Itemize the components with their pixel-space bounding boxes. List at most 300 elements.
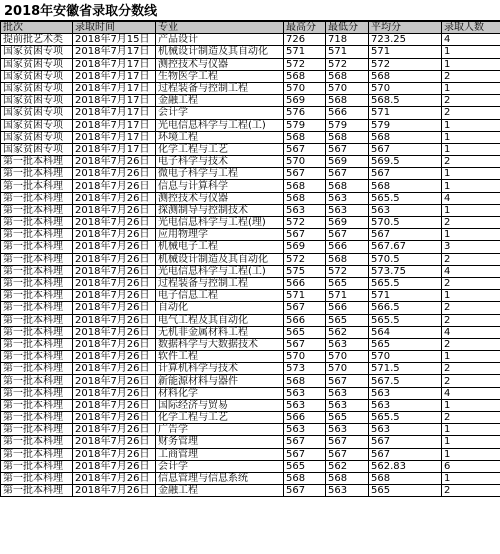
cell-min: 567 <box>326 436 369 448</box>
cell-avg: 565 <box>369 485 442 497</box>
cell-count: 2 <box>442 70 500 82</box>
table-row <box>1 485 500 497</box>
cell-major: 机械设计制造及其自动化 <box>156 253 284 265</box>
table-row <box>1 363 500 375</box>
cell-max: 566 <box>284 412 326 424</box>
cell-batch: 第一批本科理 <box>1 241 73 253</box>
cell-min: 563 <box>326 387 369 399</box>
cell-time: 2018年7月26日 <box>73 472 156 484</box>
cell-avg: 563 <box>369 204 442 216</box>
cell-major: 工商管理 <box>156 448 284 460</box>
cell-time: 2018年7月26日 <box>73 204 156 216</box>
cell-major: 国际经济与贸易 <box>156 399 284 411</box>
cell-batch: 国家贫困专项 <box>1 58 73 70</box>
cell-batch: 第一批本科理 <box>1 168 73 180</box>
header-cell-batch: 批次 <box>1 22 73 34</box>
cell-min: 566 <box>326 302 369 314</box>
cell-max: 567 <box>284 436 326 448</box>
cell-min: 563 <box>326 424 369 436</box>
cell-max: 563 <box>284 204 326 216</box>
cell-time: 2018年7月17日 <box>73 143 156 155</box>
cell-major: 材料化学 <box>156 387 284 399</box>
cell-avg: 565.5 <box>369 314 442 326</box>
cell-count: 1 <box>442 399 500 411</box>
cell-min: 562 <box>326 460 369 472</box>
cell-min: 571 <box>326 46 369 58</box>
cell-time: 2018年7月26日 <box>73 314 156 326</box>
header-row <box>1 22 500 34</box>
cell-max: 567 <box>284 168 326 180</box>
cell-min: 570 <box>326 82 369 94</box>
cell-time: 2018年7月26日 <box>73 192 156 204</box>
cell-max: 569 <box>284 241 326 253</box>
cell-major: 化学工程与工艺 <box>156 412 284 424</box>
cell-major: 生物医学工程 <box>156 70 284 82</box>
cell-avg: 570.5 <box>369 217 442 229</box>
cell-avg: 573.75 <box>369 265 442 277</box>
cell-count: 1 <box>442 204 500 216</box>
cell-avg: 571.5 <box>369 363 442 375</box>
cell-time: 2018年7月26日 <box>73 180 156 192</box>
cell-max: 572 <box>284 253 326 265</box>
header-cell-min: 最低分 <box>326 22 369 34</box>
cell-major: 光电信息科学与工程(工) <box>156 265 284 277</box>
header-cell-major: 专业 <box>156 22 284 34</box>
cell-avg: 568 <box>369 472 442 484</box>
cell-min: 563 <box>326 192 369 204</box>
cell-avg: 567 <box>369 229 442 241</box>
cell-time: 2018年7月17日 <box>73 131 156 143</box>
cell-min: 562 <box>326 326 369 338</box>
table-row <box>1 70 500 82</box>
cell-batch: 国家贫困专项 <box>1 82 73 94</box>
cell-time: 2018年7月26日 <box>73 485 156 497</box>
cell-avg: 570 <box>369 351 442 363</box>
cell-avg: 570 <box>369 82 442 94</box>
table-row <box>1 302 500 314</box>
cell-major: 电子科学与技术 <box>156 156 284 168</box>
cell-major: 测控技术与仪器 <box>156 58 284 70</box>
table-row <box>1 180 500 192</box>
cell-batch: 第一批本科理 <box>1 460 73 472</box>
table-row <box>1 412 500 424</box>
cell-time: 2018年7月26日 <box>73 326 156 338</box>
cell-avg: 563 <box>369 399 442 411</box>
cell-avg: 565 <box>369 338 442 350</box>
cell-count: 1 <box>442 448 500 460</box>
cell-time: 2018年7月17日 <box>73 95 156 107</box>
cell-min: 565 <box>326 277 369 289</box>
cell-time: 2018年7月26日 <box>73 460 156 472</box>
cell-avg: 565.5 <box>369 192 442 204</box>
cell-max: 569 <box>284 95 326 107</box>
table-row <box>1 460 500 472</box>
cell-count: 1 <box>442 58 500 70</box>
cell-max: 568 <box>284 375 326 387</box>
cell-max: 563 <box>284 424 326 436</box>
table-row <box>1 192 500 204</box>
cell-avg: 579 <box>369 119 442 131</box>
cell-batch: 国家贫困专项 <box>1 143 73 155</box>
cell-max: 566 <box>284 277 326 289</box>
cell-batch: 第一批本科理 <box>1 472 73 484</box>
cell-min: 568 <box>326 70 369 82</box>
cell-avg: 565.5 <box>369 412 442 424</box>
cell-max: 567 <box>284 338 326 350</box>
cell-time: 2018年7月26日 <box>73 290 156 302</box>
cell-max: 570 <box>284 351 326 363</box>
cell-time: 2018年7月26日 <box>73 412 156 424</box>
table-row <box>1 351 500 363</box>
cell-major: 广告学 <box>156 424 284 436</box>
cell-major: 探测制导与控制技术 <box>156 204 284 216</box>
cell-batch: 第一批本科理 <box>1 253 73 265</box>
table-row <box>1 326 500 338</box>
cell-major: 金融工程 <box>156 485 284 497</box>
cell-time: 2018年7月26日 <box>73 436 156 448</box>
cell-batch: 第一批本科理 <box>1 217 73 229</box>
cell-count: 4 <box>442 326 500 338</box>
cell-major: 化学工程与工艺 <box>156 143 284 155</box>
cell-min: 565 <box>326 412 369 424</box>
cell-min: 563 <box>326 485 369 497</box>
cell-batch: 第一批本科理 <box>1 326 73 338</box>
cell-min: 563 <box>326 399 369 411</box>
cell-batch: 第一批本科理 <box>1 412 73 424</box>
cell-avg: 568 <box>369 180 442 192</box>
cell-time: 2018年7月17日 <box>73 82 156 94</box>
cell-time: 2018年7月26日 <box>73 363 156 375</box>
cell-count: 2 <box>442 277 500 289</box>
cell-max: 567 <box>284 229 326 241</box>
cell-count: 1 <box>442 351 500 363</box>
table-row <box>1 119 500 131</box>
cell-max: 563 <box>284 399 326 411</box>
cell-time: 2018年7月26日 <box>73 338 156 350</box>
cell-avg: 571 <box>369 107 442 119</box>
cell-time: 2018年7月17日 <box>73 70 156 82</box>
cell-count: 4 <box>442 192 500 204</box>
cell-min: 571 <box>326 290 369 302</box>
cell-count: 4 <box>442 265 500 277</box>
table-row <box>1 399 500 411</box>
cell-batch: 第一批本科理 <box>1 424 73 436</box>
cell-min: 569 <box>326 156 369 168</box>
cell-count: 2 <box>442 217 500 229</box>
cell-time: 2018年7月26日 <box>73 229 156 241</box>
cell-max: 565 <box>284 326 326 338</box>
cell-max: 568 <box>284 180 326 192</box>
cell-count: 2 <box>442 363 500 375</box>
cell-major: 应用物理学 <box>156 229 284 241</box>
cell-major: 机械电子工程 <box>156 241 284 253</box>
cell-min: 566 <box>326 107 369 119</box>
cell-avg: 564 <box>369 326 442 338</box>
cell-max: 572 <box>284 217 326 229</box>
cell-max: 579 <box>284 119 326 131</box>
cell-avg: 571 <box>369 46 442 58</box>
table-row <box>1 241 500 253</box>
cell-max: 573 <box>284 363 326 375</box>
cell-time: 2018年7月26日 <box>73 217 156 229</box>
cell-min: 567 <box>326 143 369 155</box>
cell-time: 2018年7月26日 <box>73 448 156 460</box>
cell-count: 1 <box>442 46 500 58</box>
cell-max: 568 <box>284 472 326 484</box>
cell-avg: 567 <box>369 143 442 155</box>
cell-batch: 第一批本科理 <box>1 375 73 387</box>
cell-max: 571 <box>284 290 326 302</box>
cell-time: 2018年7月17日 <box>73 119 156 131</box>
cell-min: 569 <box>326 217 369 229</box>
cell-count: 1 <box>442 143 500 155</box>
cell-min: 566 <box>326 241 369 253</box>
table-row <box>1 253 500 265</box>
cell-avg: 723.25 <box>369 34 442 46</box>
cell-count: 2 <box>442 253 500 265</box>
cell-count: 2 <box>442 95 500 107</box>
cell-avg: 565.5 <box>369 277 442 289</box>
cell-min: 567 <box>326 448 369 460</box>
cell-max: 570 <box>284 82 326 94</box>
table-row <box>1 424 500 436</box>
table-row <box>1 95 500 107</box>
cell-major: 过程装备与控制工程 <box>156 277 284 289</box>
table-row <box>1 472 500 484</box>
table-row <box>1 448 500 460</box>
cell-avg: 567 <box>369 436 442 448</box>
cell-min: 568 <box>326 253 369 265</box>
cell-max: 571 <box>284 46 326 58</box>
cell-max: 575 <box>284 265 326 277</box>
cell-avg: 572 <box>369 58 442 70</box>
cell-time: 2018年7月26日 <box>73 253 156 265</box>
cell-major: 光电信息科学与工程(理) <box>156 217 284 229</box>
cell-major: 电气工程及其自动化 <box>156 314 284 326</box>
cell-count: 3 <box>442 241 500 253</box>
table-row <box>1 204 500 216</box>
cell-count: 4 <box>442 34 500 46</box>
cell-major: 软件工程 <box>156 351 284 363</box>
cell-max: 567 <box>284 302 326 314</box>
cell-major: 金融工程 <box>156 95 284 107</box>
cell-major: 信息与计算科学 <box>156 180 284 192</box>
cell-time: 2018年7月26日 <box>73 241 156 253</box>
cell-max: 568 <box>284 192 326 204</box>
table-row <box>1 156 500 168</box>
table-row <box>1 436 500 448</box>
cell-batch: 第一批本科理 <box>1 436 73 448</box>
cell-batch: 国家贫困专项 <box>1 70 73 82</box>
cell-time: 2018年7月26日 <box>73 375 156 387</box>
cell-major: 新能源材料与器件 <box>156 375 284 387</box>
cell-min: 568 <box>326 95 369 107</box>
cell-batch: 第一批本科理 <box>1 192 73 204</box>
cell-batch: 国家贫困专项 <box>1 119 73 131</box>
header-cell-count: 录取人数 <box>442 22 500 34</box>
cell-major: 财务管理 <box>156 436 284 448</box>
cell-major: 数据科学与大数据技术 <box>156 338 284 350</box>
cell-count: 2 <box>442 302 500 314</box>
cell-time: 2018年7月26日 <box>73 168 156 180</box>
cell-min: 570 <box>326 363 369 375</box>
cell-count: 2 <box>442 107 500 119</box>
cell-major: 会计学 <box>156 460 284 472</box>
cell-count: 2 <box>442 375 500 387</box>
cell-min: 563 <box>326 338 369 350</box>
cell-max: 576 <box>284 107 326 119</box>
cell-time: 2018年7月26日 <box>73 277 156 289</box>
cell-count: 1 <box>442 180 500 192</box>
cell-avg: 567 <box>369 448 442 460</box>
cell-count: 1 <box>442 436 500 448</box>
cell-count: 1 <box>442 168 500 180</box>
cell-avg: 568.5 <box>369 95 442 107</box>
cell-major: 自动化 <box>156 302 284 314</box>
cell-major: 过程装备与控制工程 <box>156 82 284 94</box>
cell-major: 机械设计制造及其自动化 <box>156 46 284 58</box>
table-row <box>1 58 500 70</box>
cell-batch: 第一批本科理 <box>1 399 73 411</box>
cell-batch: 国家贫困专项 <box>1 95 73 107</box>
cell-max: 568 <box>284 70 326 82</box>
cell-time: 2018年7月17日 <box>73 107 156 119</box>
table-row <box>1 107 500 119</box>
cell-min: 568 <box>326 472 369 484</box>
score-table <box>0 21 500 497</box>
cell-min: 572 <box>326 58 369 70</box>
cell-major: 会计学 <box>156 107 284 119</box>
cell-batch: 国家贫困专项 <box>1 46 73 58</box>
cell-count: 1 <box>442 82 500 94</box>
cell-batch: 第一批本科理 <box>1 387 73 399</box>
cell-max: 567 <box>284 485 326 497</box>
cell-major: 环境工程 <box>156 131 284 143</box>
cell-avg: 567.67 <box>369 241 442 253</box>
cell-batch: 第一批本科理 <box>1 265 73 277</box>
cell-min: 565 <box>326 314 369 326</box>
cell-major: 光电信息科学与工程(工) <box>156 119 284 131</box>
cell-count: 1 <box>442 119 500 131</box>
cell-time: 2018年7月26日 <box>73 387 156 399</box>
cell-min: 567 <box>326 375 369 387</box>
cell-max: 563 <box>284 387 326 399</box>
header-cell-time: 录取时间 <box>73 22 156 34</box>
cell-max: 570 <box>284 156 326 168</box>
cell-major: 计算机科学与技术 <box>156 363 284 375</box>
cell-batch: 第一批本科理 <box>1 229 73 241</box>
table-row <box>1 143 500 155</box>
cell-min: 579 <box>326 119 369 131</box>
cell-min: 718 <box>326 34 369 46</box>
cell-avg: 570.5 <box>369 253 442 265</box>
cell-count: 2 <box>442 485 500 497</box>
cell-max: 567 <box>284 143 326 155</box>
cell-count: 1 <box>442 472 500 484</box>
cell-count: 2 <box>442 314 500 326</box>
cell-avg: 568 <box>369 131 442 143</box>
table-row <box>1 375 500 387</box>
cell-time: 2018年7月26日 <box>73 156 156 168</box>
cell-batch: 第一批本科理 <box>1 485 73 497</box>
table-row <box>1 131 500 143</box>
cell-time: 2018年7月17日 <box>73 46 156 58</box>
table-row <box>1 46 500 58</box>
cell-major: 产品设计 <box>156 34 284 46</box>
cell-min: 570 <box>326 351 369 363</box>
cell-count: 2 <box>442 338 500 350</box>
cell-min: 572 <box>326 265 369 277</box>
cell-avg: 563 <box>369 387 442 399</box>
cell-time: 2018年7月26日 <box>73 351 156 363</box>
sheet-title: 2018年安徽省录取分数线 <box>0 0 500 21</box>
cell-min: 568 <box>326 180 369 192</box>
table-row <box>1 168 500 180</box>
table-row <box>1 277 500 289</box>
table-row <box>1 82 500 94</box>
cell-time: 2018年7月15日 <box>73 34 156 46</box>
cell-major: 测控技术与仪器 <box>156 192 284 204</box>
cell-batch: 第一批本科理 <box>1 314 73 326</box>
cell-major: 无机非金属材料工程 <box>156 326 284 338</box>
cell-batch: 第一批本科理 <box>1 363 73 375</box>
cell-avg: 567.5 <box>369 375 442 387</box>
cell-batch: 第一批本科理 <box>1 448 73 460</box>
header-cell-max: 最高分 <box>284 22 326 34</box>
cell-count: 2 <box>442 412 500 424</box>
header-cell-avg: 平均分 <box>369 22 442 34</box>
cell-min: 567 <box>326 168 369 180</box>
cell-time: 2018年7月26日 <box>73 265 156 277</box>
cell-count: 1 <box>442 229 500 241</box>
table-row <box>1 338 500 350</box>
cell-time: 2018年7月26日 <box>73 302 156 314</box>
cell-avg: 567 <box>369 168 442 180</box>
cell-min: 568 <box>326 131 369 143</box>
cell-max: 566 <box>284 314 326 326</box>
table-row <box>1 387 500 399</box>
cell-time: 2018年7月26日 <box>73 424 156 436</box>
cell-max: 726 <box>284 34 326 46</box>
cell-batch: 第一批本科理 <box>1 156 73 168</box>
cell-batch: 国家贫困专项 <box>1 131 73 143</box>
cell-time: 2018年7月26日 <box>73 399 156 411</box>
cell-avg: 571 <box>369 290 442 302</box>
cell-batch: 第一批本科理 <box>1 338 73 350</box>
cell-count: 1 <box>442 424 500 436</box>
cell-batch: 第一批本科理 <box>1 351 73 363</box>
cell-avg: 569.5 <box>369 156 442 168</box>
cell-batch: 第一批本科理 <box>1 180 73 192</box>
cell-avg: 568 <box>369 70 442 82</box>
cell-min: 563 <box>326 204 369 216</box>
cell-batch: 第一批本科理 <box>1 204 73 216</box>
cell-batch: 国家贫困专项 <box>1 107 73 119</box>
table-row <box>1 290 500 302</box>
cell-major: 信息管理与信息系统 <box>156 472 284 484</box>
cell-batch: 第一批本科理 <box>1 290 73 302</box>
cell-batch: 第一批本科理 <box>1 277 73 289</box>
cell-count: 2 <box>442 156 500 168</box>
table-row <box>1 34 500 46</box>
cell-major: 微电子科学与工程 <box>156 168 284 180</box>
cell-max: 565 <box>284 460 326 472</box>
cell-avg: 563 <box>369 424 442 436</box>
cell-avg: 562.83 <box>369 460 442 472</box>
cell-batch: 第一批本科理 <box>1 302 73 314</box>
cell-count: 1 <box>442 131 500 143</box>
cell-avg: 566.5 <box>369 302 442 314</box>
